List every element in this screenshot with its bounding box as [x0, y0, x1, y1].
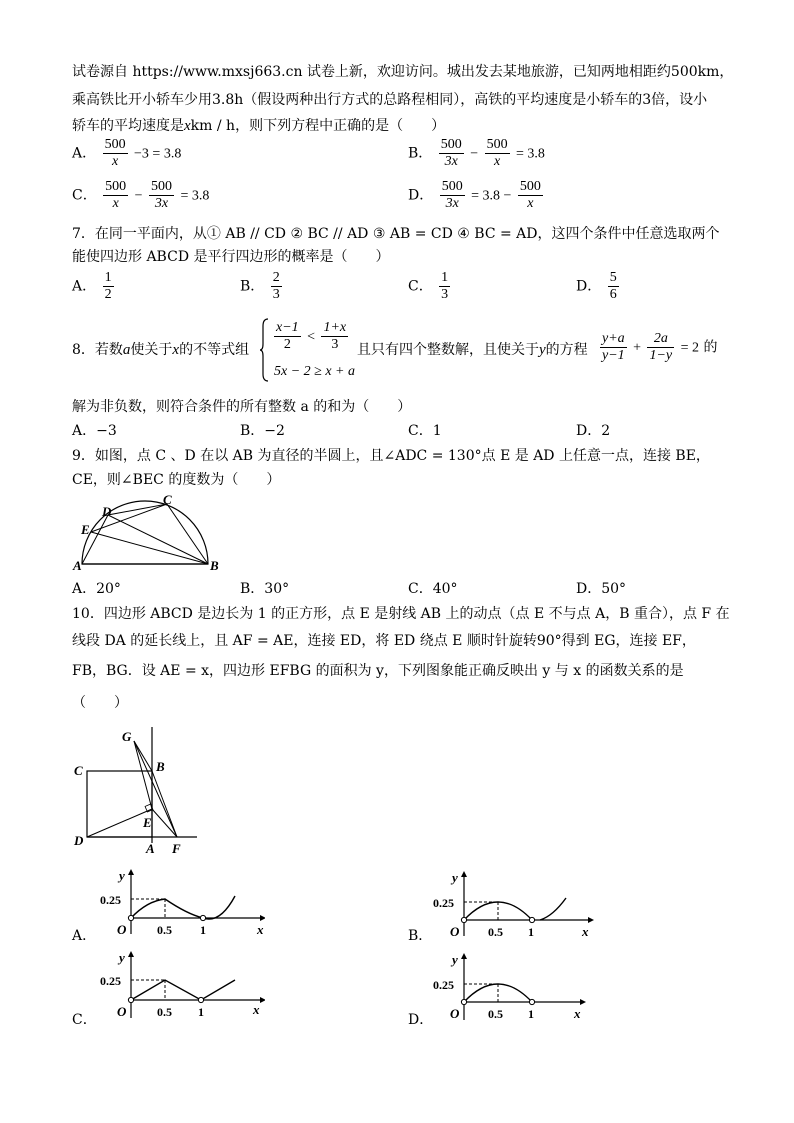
fig9-label-b: B [210, 558, 219, 573]
fig10-label-g: G [122, 729, 132, 744]
q8-option-a[interactable]: A．−3 [72, 423, 117, 439]
q8-option-c[interactable]: C．1 [408, 423, 442, 439]
svg-text:O: O [117, 1004, 127, 1019]
fig10-label-f: F [172, 841, 181, 856]
q6-option-a[interactable]: A． $\frac{500}{x}$ −3 = 3.8 [72, 137, 182, 169]
svg-text:y: y [452, 952, 458, 967]
svg-text:x: x [582, 924, 589, 939]
svg-text:0.25: 0.25 [100, 893, 121, 907]
svg-text:x: x [257, 922, 264, 937]
q6-line1: 试卷源自 https://www.mxsj663.cn 试卷上新，欢迎访问。城出发去某地旅游，已知两地相距约500km， [72, 64, 734, 80]
fig9-label-c: C [163, 494, 172, 507]
q7-line2: 能使四边形 ABCD 是平行四边形的概率是（ ） [72, 249, 390, 265]
svg-text:1: 1 [200, 923, 206, 937]
svg-text:0.5: 0.5 [157, 923, 172, 937]
q7-option-d[interactable]: D． $\frac{5}{6}$ [576, 270, 617, 302]
fig10-label-c: C [74, 763, 83, 778]
svg-text:0.25: 0.25 [433, 896, 454, 910]
q9-option-d[interactable]: D．50° [576, 581, 627, 597]
q8-option-d[interactable]: D．2 [576, 423, 611, 439]
fig10-label-d: D [74, 833, 84, 848]
svg-text:O: O [117, 922, 127, 937]
svg-text:0.5: 0.5 [157, 1005, 172, 1019]
q10-option-b[interactable]: B． [408, 928, 433, 944]
q10-option-a[interactable]: A． [72, 928, 97, 944]
q10-line1: 10．四边形 ABCD 是边长为 1 的正方形，点 E 是射线 AB 上的动点（点 E 不与点 A，B 重合），点 F 在 [72, 606, 730, 622]
q10-line3: FB，BG．设 AE = x，四边形 EFBG 的面积为 y，下列图象能正确反映出 y 与 x 的函数关系的是 [72, 663, 684, 679]
q10-option-d[interactable]: D． [408, 1012, 434, 1028]
q6-line2: 乘高铁比开小轿车少用3.8h（假设两种出行方式的总路程相同），高铁的平均速度是小轿车的3倍，设小 [72, 92, 708, 108]
q7-option-a[interactable]: A． $\frac{1}{2}$ [72, 270, 112, 302]
q8-equation: $\frac{y+a}{y-1}$ + $\frac{2a}{1-y}$ = 2 的 [602, 331, 718, 363]
svg-text:1: 1 [198, 1005, 204, 1019]
q9-option-a[interactable]: A．20° [72, 581, 121, 597]
svg-text:O: O [450, 1006, 460, 1021]
q9-line1: 9．如图，点 C 、D 在以 AB 为直径的半圆上，且∠ADC = 130°点 E 是 AD 上任意一点，连接 BE， [72, 448, 710, 464]
q10-line2: 线段 DA 的延长线上，且 AF = AE，连接 ED，将 ED 绕点 E 顺时针旋转90°得到 EG，连接 EF， [72, 633, 696, 649]
svg-text:1: 1 [528, 1007, 534, 1021]
svg-text:y: y [119, 868, 125, 883]
svg-text:y: y [119, 950, 125, 965]
svg-text:y: y [452, 870, 458, 885]
q6-line3: 轿车的平均速度是xkm / h，则下列方程中正确的是（ ） [72, 118, 446, 134]
q8-prefix: 8．若数a使关于x的不等式组 [72, 342, 250, 358]
q9-semicircle-figure [72, 494, 220, 574]
q8-inequality-1: $\frac{x-1}{2}$ < $\frac{1+x}{3}$ [276, 320, 347, 352]
q9-line2: CE，则∠BEC 的度数为（ ） [72, 472, 281, 488]
q6-option-c[interactable]: C． $\frac{500}{x}$ − $\frac{500}{3x}$ = 3.8 [72, 179, 210, 211]
svg-text:0.5: 0.5 [488, 1007, 503, 1021]
q7-option-b[interactable]: B． $\frac{2}{3}$ [240, 270, 280, 302]
graph-b[interactable] [428, 868, 598, 940]
q9-option-c[interactable]: C．40° [408, 581, 458, 597]
svg-text:0.5: 0.5 [488, 925, 503, 939]
graph-a[interactable] [95, 866, 265, 938]
svg-text:1: 1 [528, 925, 534, 939]
q8-inequality-2: 5x − 2 ≥ x + a [274, 364, 356, 379]
q7-line1: 7．在同一平面内，从① AB // CD ② BC // AD ③ AB = CD ④ BC = AD，这四个条件中任意选取两个 [72, 226, 720, 242]
q8-option-b[interactable]: B．−2 [240, 423, 285, 439]
q6-option-b[interactable]: B． $\frac{500}{3x}$ − $\frac{500}{x}$ = 3.8 [408, 137, 545, 169]
svg-text:O: O [450, 924, 460, 939]
svg-text:x: x [574, 1006, 581, 1021]
graph-c[interactable] [95, 950, 265, 1022]
graph-d[interactable] [428, 952, 598, 1024]
q10-square-figure [72, 725, 202, 857]
fig10-label-e: E [143, 815, 152, 830]
fig10-label-b: B [156, 759, 165, 774]
q8-line2: 解为非负数，则符合条件的所有整数 a 的和为（ ） [72, 399, 412, 415]
q7-option-c[interactable]: C． $\frac{1}{3}$ [408, 270, 449, 302]
fig9-label-e: E [81, 522, 90, 537]
q8-middle: 且只有四个整数解，且使关于y的方程 [357, 342, 588, 358]
svg-text:x: x [253, 1002, 260, 1017]
svg-text:0.25: 0.25 [100, 974, 121, 988]
system-brace [260, 318, 270, 382]
fig9-label-d: D [102, 504, 112, 519]
svg-text:0.25: 0.25 [433, 978, 454, 992]
q6-option-d[interactable]: D． $\frac{500}{3x}$ = 3.8 − $\frac{500}{x}$ [408, 179, 541, 211]
fig10-label-a: A [146, 841, 155, 856]
q9-option-b[interactable]: B．30° [240, 581, 290, 597]
q10-line4: （ ） [72, 695, 128, 711]
q10-option-c[interactable]: C． [72, 1012, 97, 1028]
fig9-label-a: A [73, 558, 82, 573]
